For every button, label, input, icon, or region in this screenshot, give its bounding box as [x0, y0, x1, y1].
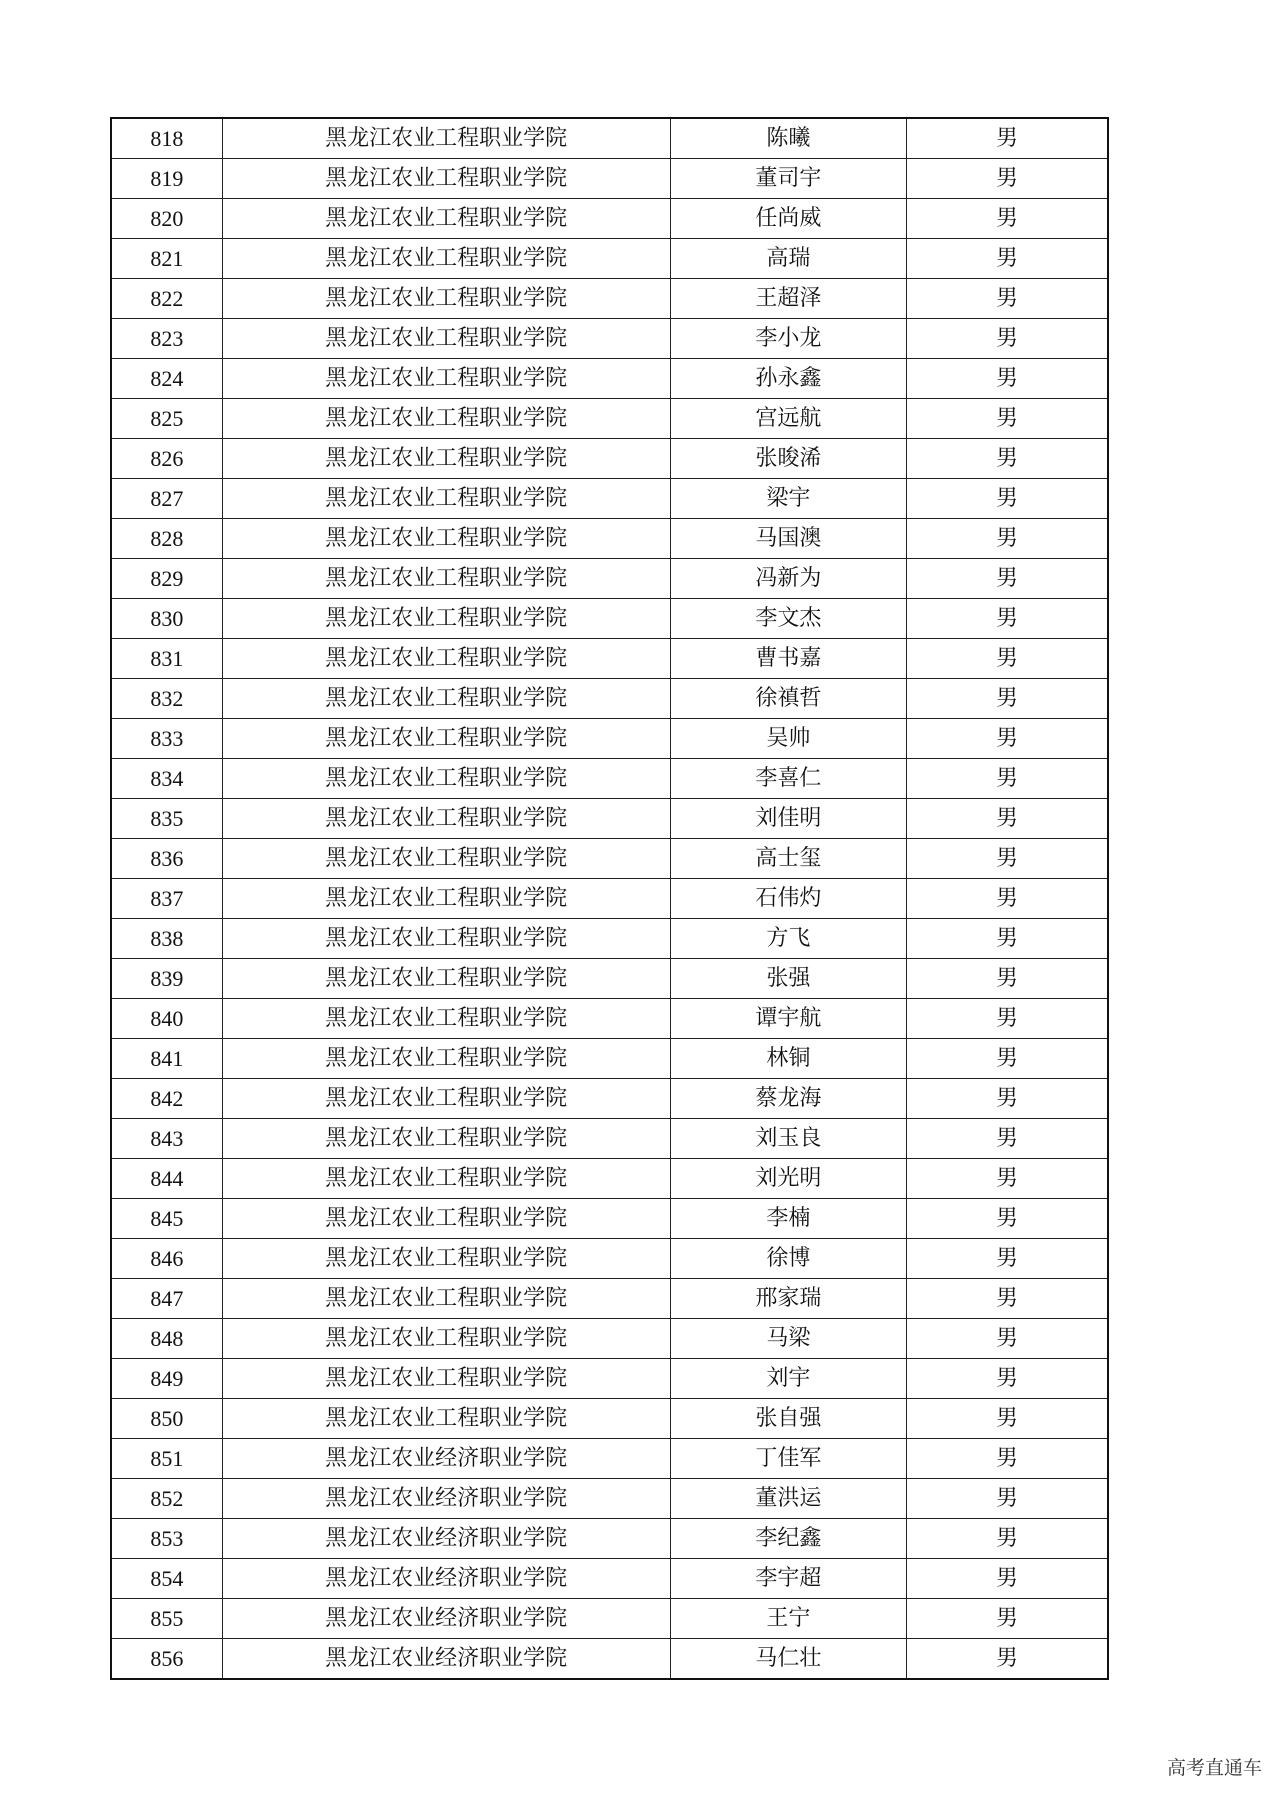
gender-cell: 男: [907, 118, 1108, 159]
gender-cell: 男: [907, 559, 1108, 599]
student-name-cell: 蔡龙海: [670, 1079, 906, 1119]
table-row: [111, 799, 1108, 839]
row-number-cell: 821: [111, 239, 222, 279]
gender-cell: 男: [907, 1119, 1108, 1159]
table-row: [111, 159, 1108, 199]
school-cell: 黑龙江农业工程职业学院: [222, 599, 670, 639]
student-name-cell: 吴帅: [670, 719, 906, 759]
school-cell: 黑龙江农业经济职业学院: [222, 1439, 670, 1479]
gender-cell: 男: [907, 439, 1108, 479]
table-row: [111, 439, 1108, 479]
school-cell: 黑龙江农业经济职业学院: [222, 1639, 670, 1680]
gender-cell: 男: [907, 1519, 1108, 1559]
table-row: [111, 479, 1108, 519]
student-name-cell: 董洪运: [670, 1479, 906, 1519]
table-row: [111, 279, 1108, 319]
school-cell: 黑龙江农业工程职业学院: [222, 359, 670, 399]
table-row: [111, 519, 1108, 559]
gender-cell: 男: [907, 999, 1108, 1039]
gender-cell: 男: [907, 519, 1108, 559]
student-name-cell: 马梁: [670, 1319, 906, 1359]
student-name-cell: 王宁: [670, 1599, 906, 1639]
watermark: 高考直通车: [1166, 1757, 1262, 1779]
student-name-cell: 石伟灼: [670, 879, 906, 919]
table-row: [111, 559, 1108, 599]
student-name-cell: 张强: [670, 959, 906, 999]
row-number-cell: 850: [111, 1399, 222, 1439]
school-cell: 黑龙江农业工程职业学院: [222, 759, 670, 799]
row-number-cell: 835: [111, 799, 222, 839]
gender-cell: 男: [907, 1039, 1108, 1079]
gender-cell: 男: [907, 279, 1108, 319]
school-cell: 黑龙江农业经济职业学院: [222, 1519, 670, 1559]
school-cell: 黑龙江农业工程职业学院: [222, 919, 670, 959]
school-cell: 黑龙江农业工程职业学院: [222, 959, 670, 999]
student-name-cell: 李宇超: [670, 1559, 906, 1599]
school-cell: 黑龙江农业工程职业学院: [222, 999, 670, 1039]
student-name-cell: 冯新为: [670, 559, 906, 599]
roster-body: [111, 118, 1108, 1679]
table-row: [111, 719, 1108, 759]
gender-cell: 男: [907, 719, 1108, 759]
school-cell: 黑龙江农业工程职业学院: [222, 239, 670, 279]
table-row: [111, 919, 1108, 959]
student-name-cell: 邢家瑞: [670, 1279, 906, 1319]
row-number-cell: 839: [111, 959, 222, 999]
table-row: [111, 679, 1108, 719]
student-name-cell: 方飞: [670, 919, 906, 959]
student-name-cell: 王超泽: [670, 279, 906, 319]
student-name-cell: 梁宇: [670, 479, 906, 519]
row-number-cell: 832: [111, 679, 222, 719]
school-cell: 黑龙江农业工程职业学院: [222, 1119, 670, 1159]
gender-cell: 男: [907, 1599, 1108, 1639]
row-number-cell: 854: [111, 1559, 222, 1599]
student-name-cell: 马仁壮: [670, 1639, 906, 1680]
gender-cell: 男: [907, 879, 1108, 919]
table-row: [111, 1159, 1108, 1199]
table-row: [111, 1039, 1108, 1079]
school-cell: 黑龙江农业工程职业学院: [222, 679, 670, 719]
table-row: [111, 599, 1108, 639]
school-cell: 黑龙江农业工程职业学院: [222, 839, 670, 879]
school-cell: 黑龙江农业工程职业学院: [222, 439, 670, 479]
row-number-cell: 820: [111, 199, 222, 239]
row-number-cell: 840: [111, 999, 222, 1039]
gender-cell: 男: [907, 399, 1108, 439]
row-number-cell: 825: [111, 399, 222, 439]
gender-cell: 男: [907, 1239, 1108, 1279]
gender-cell: 男: [907, 599, 1108, 639]
student-name-cell: 李小龙: [670, 319, 906, 359]
school-cell: 黑龙江农业工程职业学院: [222, 799, 670, 839]
gender-cell: 男: [907, 1199, 1108, 1239]
student-name-cell: 林铜: [670, 1039, 906, 1079]
gender-cell: 男: [907, 1079, 1108, 1119]
student-name-cell: 董司宇: [670, 159, 906, 199]
row-number-cell: 855: [111, 1599, 222, 1639]
student-name-cell: 丁佳军: [670, 1439, 906, 1479]
table-row: [111, 118, 1108, 159]
school-cell: 黑龙江农业工程职业学院: [222, 399, 670, 439]
table-row: [111, 239, 1108, 279]
student-name-cell: 刘光明: [670, 1159, 906, 1199]
student-name-cell: 高瑞: [670, 239, 906, 279]
student-name-cell: 张自强: [670, 1399, 906, 1439]
gender-cell: 男: [907, 759, 1108, 799]
row-number-cell: 837: [111, 879, 222, 919]
school-cell: 黑龙江农业工程职业学院: [222, 719, 670, 759]
gender-cell: 男: [907, 479, 1108, 519]
school-cell: 黑龙江农业工程职业学院: [222, 1239, 670, 1279]
table-row: [111, 1079, 1108, 1119]
gender-cell: 男: [907, 1279, 1108, 1319]
student-name-cell: 刘玉良: [670, 1119, 906, 1159]
table-row: [111, 999, 1108, 1039]
school-cell: 黑龙江农业工程职业学院: [222, 319, 670, 359]
row-number-cell: 822: [111, 279, 222, 319]
row-number-cell: 844: [111, 1159, 222, 1199]
row-number-cell: 851: [111, 1439, 222, 1479]
school-cell: 黑龙江农业经济职业学院: [222, 1559, 670, 1599]
row-number-cell: 856: [111, 1639, 222, 1680]
student-name-cell: 宫远航: [670, 399, 906, 439]
table-row: [111, 199, 1108, 239]
school-cell: 黑龙江农业工程职业学院: [222, 519, 670, 559]
table-row: [111, 959, 1108, 999]
row-number-cell: 831: [111, 639, 222, 679]
gender-cell: 男: [907, 199, 1108, 239]
student-name-cell: 谭宇航: [670, 999, 906, 1039]
table-row: [111, 879, 1108, 919]
gender-cell: 男: [907, 159, 1108, 199]
student-name-cell: 陈曦: [670, 118, 906, 159]
table-row: [111, 1519, 1108, 1559]
student-name-cell: 马国澳: [670, 519, 906, 559]
row-number-cell: 827: [111, 479, 222, 519]
row-number-cell: 826: [111, 439, 222, 479]
gender-cell: 男: [907, 1439, 1108, 1479]
gender-cell: 男: [907, 679, 1108, 719]
school-cell: 黑龙江农业工程职业学院: [222, 1279, 670, 1319]
table-row: [111, 319, 1108, 359]
gender-cell: 男: [907, 1559, 1108, 1599]
table-row: [111, 1359, 1108, 1399]
school-cell: 黑龙江农业工程职业学院: [222, 1199, 670, 1239]
table-row: [111, 359, 1108, 399]
student-name-cell: 孙永鑫: [670, 359, 906, 399]
school-cell: 黑龙江农业工程职业学院: [222, 639, 670, 679]
gender-cell: 男: [907, 1359, 1108, 1399]
school-cell: 黑龙江农业经济职业学院: [222, 1479, 670, 1519]
student-name-cell: 李喜仁: [670, 759, 906, 799]
student-name-cell: 李楠: [670, 1199, 906, 1239]
gender-cell: 男: [907, 1639, 1108, 1680]
table-row: [111, 1479, 1108, 1519]
gender-cell: 男: [907, 919, 1108, 959]
table-row: [111, 759, 1108, 799]
gender-cell: 男: [907, 799, 1108, 839]
school-cell: 黑龙江农业工程职业学院: [222, 118, 670, 159]
row-number-cell: 841: [111, 1039, 222, 1079]
school-cell: 黑龙江农业工程职业学院: [222, 1319, 670, 1359]
table-row: [111, 399, 1108, 439]
row-number-cell: 836: [111, 839, 222, 879]
student-name-cell: 李文杰: [670, 599, 906, 639]
school-cell: 黑龙江农业工程职业学院: [222, 1079, 670, 1119]
school-cell: 黑龙江农业工程职业学院: [222, 1039, 670, 1079]
row-number-cell: 847: [111, 1279, 222, 1319]
table-row: [111, 1639, 1108, 1680]
gender-cell: 男: [907, 639, 1108, 679]
table-row: [111, 1319, 1108, 1359]
gender-cell: 男: [907, 319, 1108, 359]
row-number-cell: 853: [111, 1519, 222, 1559]
school-cell: 黑龙江农业工程职业学院: [222, 1399, 670, 1439]
row-number-cell: 848: [111, 1319, 222, 1359]
school-cell: 黑龙江农业工程职业学院: [222, 159, 670, 199]
gender-cell: 男: [907, 1159, 1108, 1199]
table-row: [111, 1119, 1108, 1159]
student-name-cell: 刘佳明: [670, 799, 906, 839]
roster-table: [110, 117, 1109, 1680]
table-row: [111, 839, 1108, 879]
student-name-cell: 张晙浠: [670, 439, 906, 479]
school-cell: 黑龙江农业工程职业学院: [222, 479, 670, 519]
table-row: [111, 1599, 1108, 1639]
gender-cell: 男: [907, 239, 1108, 279]
school-cell: 黑龙江农业工程职业学院: [222, 1359, 670, 1399]
school-cell: 黑龙江农业工程职业学院: [222, 199, 670, 239]
table-row: [111, 1399, 1108, 1439]
row-number-cell: 833: [111, 719, 222, 759]
student-name-cell: 徐博: [670, 1239, 906, 1279]
row-number-cell: 823: [111, 319, 222, 359]
row-number-cell: 843: [111, 1119, 222, 1159]
table-row: [111, 1439, 1108, 1479]
row-number-cell: 828: [111, 519, 222, 559]
student-name-cell: 刘宇: [670, 1359, 906, 1399]
school-cell: 黑龙江农业经济职业学院: [222, 1599, 670, 1639]
table-row: [111, 1239, 1108, 1279]
gender-cell: 男: [907, 839, 1108, 879]
table-row: [111, 1279, 1108, 1319]
school-cell: 黑龙江农业工程职业学院: [222, 279, 670, 319]
gender-cell: 男: [907, 1319, 1108, 1359]
row-number-cell: 824: [111, 359, 222, 399]
row-number-cell: 819: [111, 159, 222, 199]
school-cell: 黑龙江农业工程职业学院: [222, 879, 670, 919]
student-name-cell: 李纪鑫: [670, 1519, 906, 1559]
student-name-cell: 曹书嘉: [670, 639, 906, 679]
gender-cell: 男: [907, 1479, 1108, 1519]
student-name-cell: 任尚威: [670, 199, 906, 239]
row-number-cell: 842: [111, 1079, 222, 1119]
gender-cell: 男: [907, 1399, 1108, 1439]
gender-cell: 男: [907, 359, 1108, 399]
row-number-cell: 830: [111, 599, 222, 639]
student-name-cell: 高士玺: [670, 839, 906, 879]
gender-cell: 男: [907, 959, 1108, 999]
student-name-cell: 徐禛哲: [670, 679, 906, 719]
row-number-cell: 852: [111, 1479, 222, 1519]
row-number-cell: 818: [111, 118, 222, 159]
row-number-cell: 834: [111, 759, 222, 799]
row-number-cell: 846: [111, 1239, 222, 1279]
row-number-cell: 845: [111, 1199, 222, 1239]
table-row: [111, 1199, 1108, 1239]
table-row: [111, 1559, 1108, 1599]
school-cell: 黑龙江农业工程职业学院: [222, 559, 670, 599]
row-number-cell: 838: [111, 919, 222, 959]
school-cell: 黑龙江农业工程职业学院: [222, 1159, 670, 1199]
row-number-cell: 849: [111, 1359, 222, 1399]
table-row: [111, 639, 1108, 679]
row-number-cell: 829: [111, 559, 222, 599]
